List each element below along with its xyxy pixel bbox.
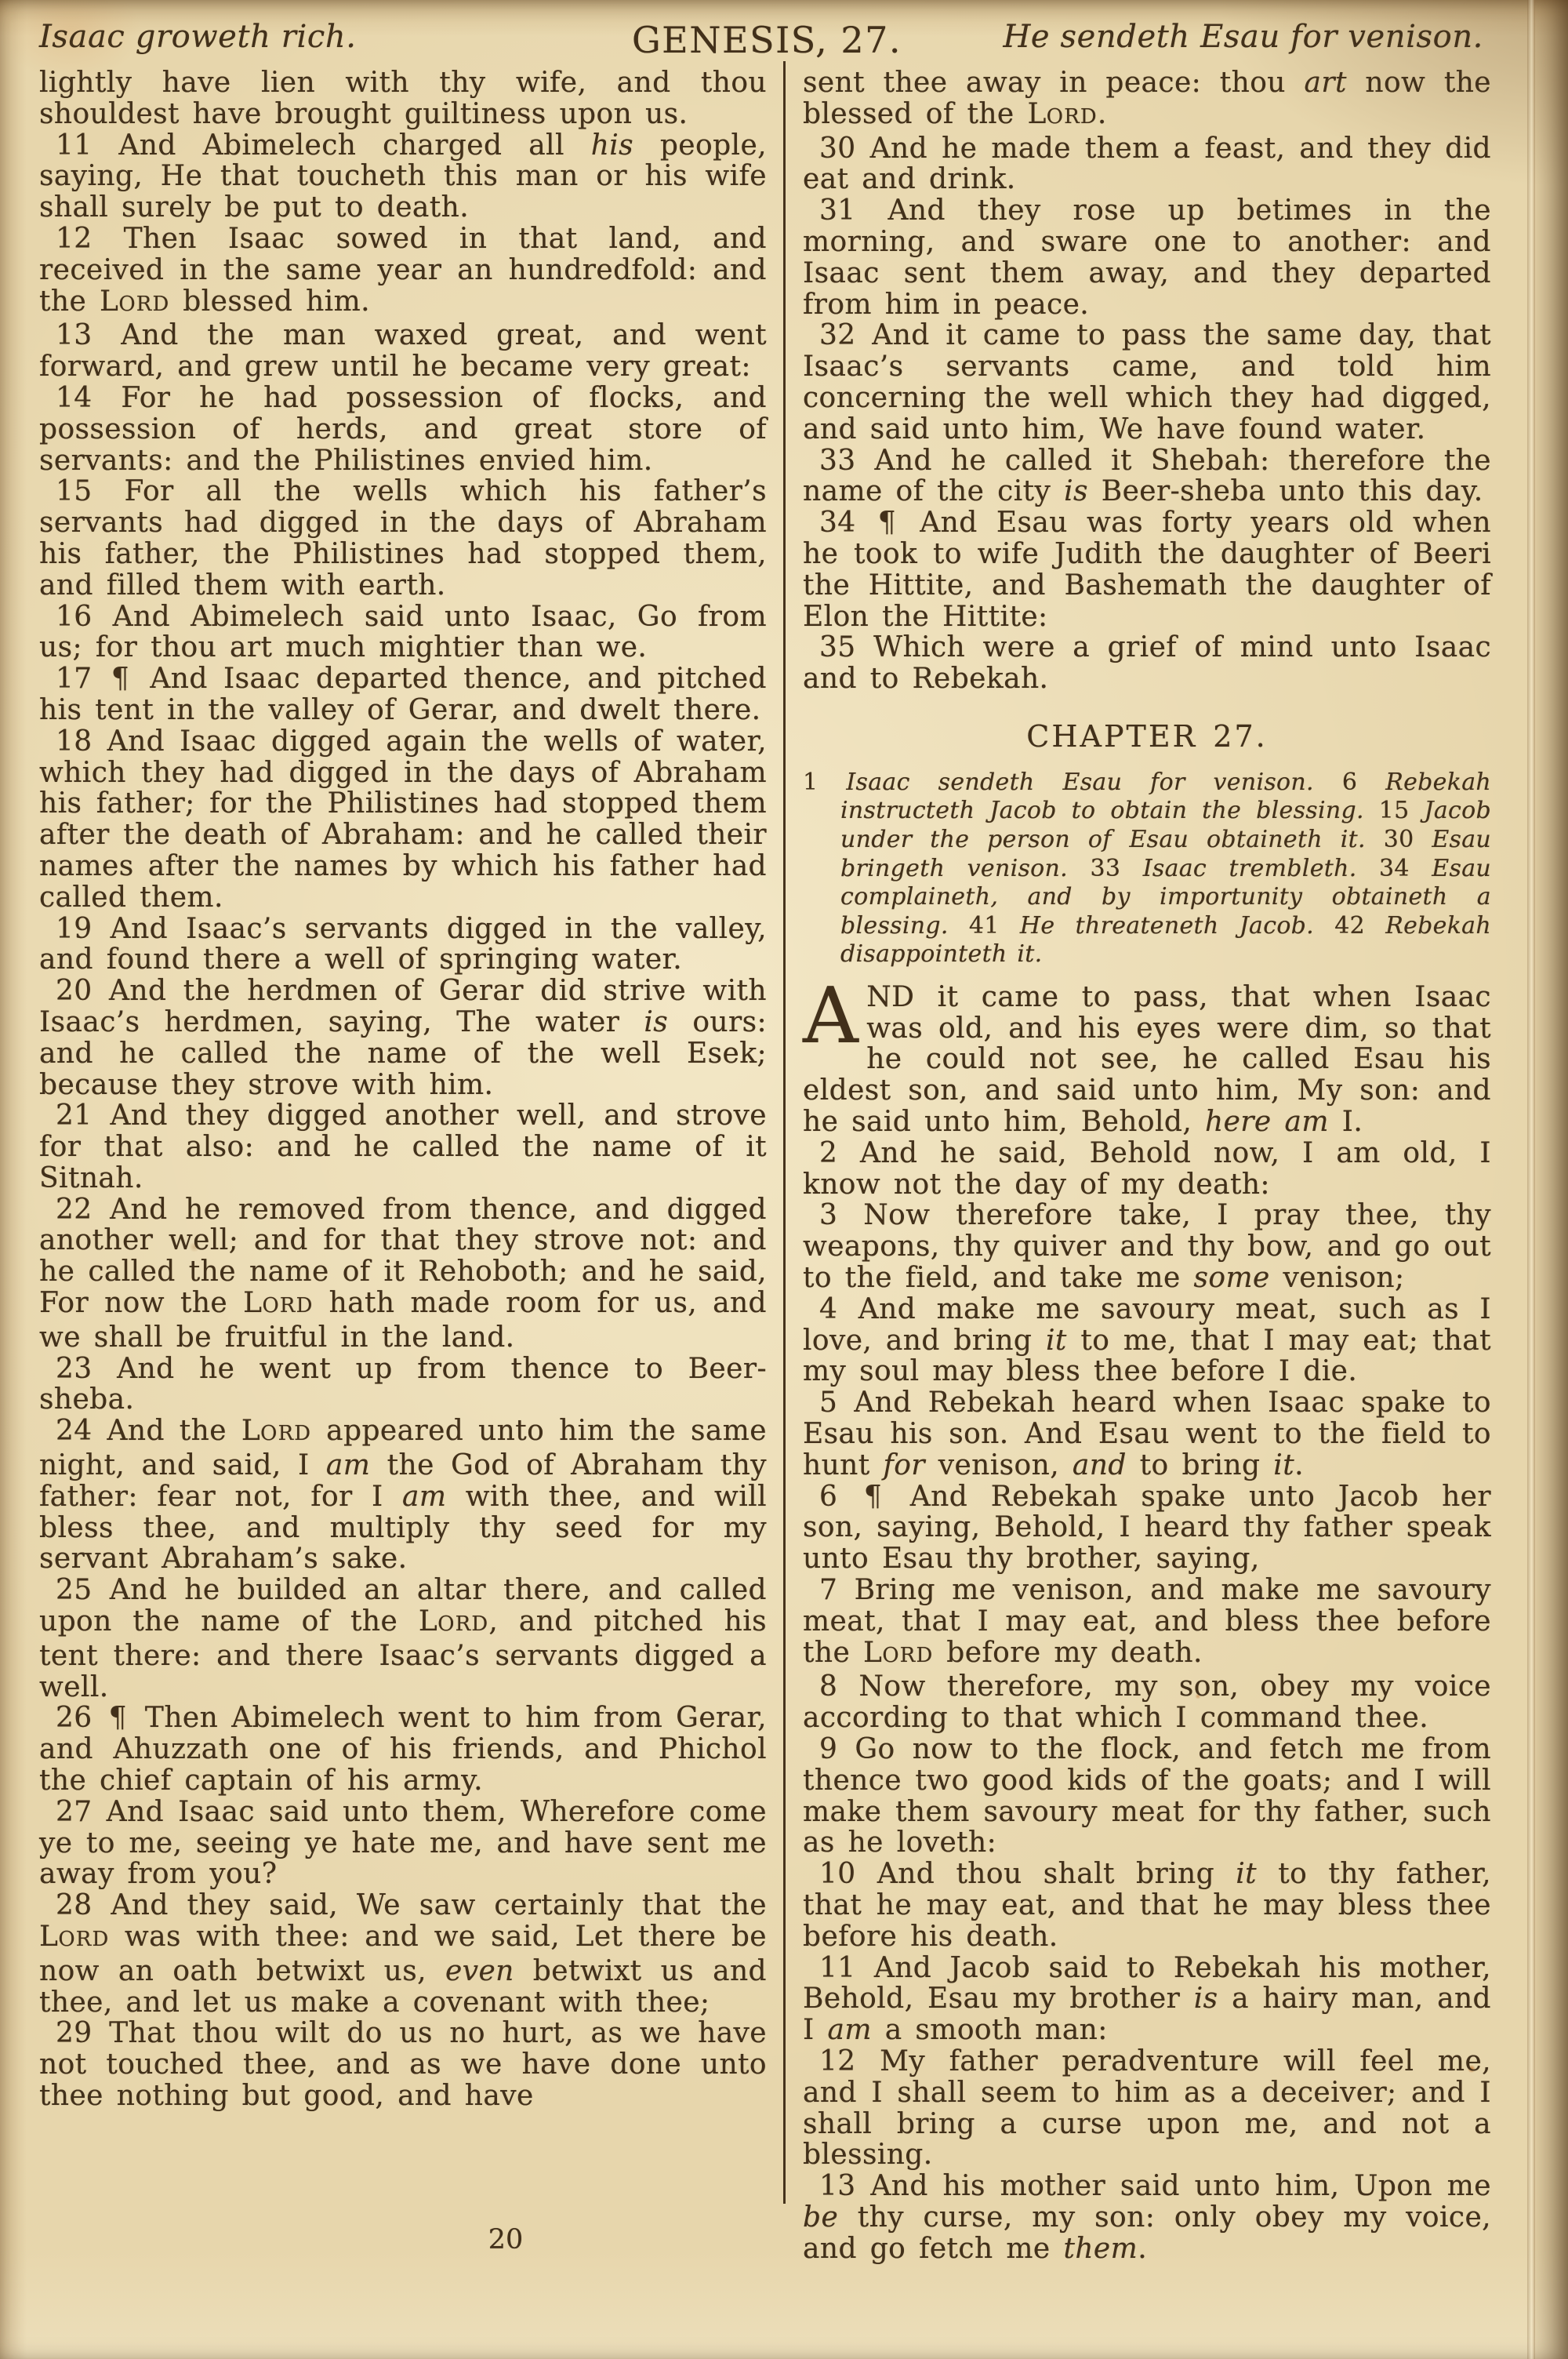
italic-supplied-word: his [590, 129, 634, 162]
verse-paragraph: 4 And make me savoury meat, such as I love, and bring it to me, that I may eat; that my soul may bless thee before I die. [803, 1292, 1492, 1388]
chapter-summary: 1 Isaac sendeth Esau for venison. 6 Rebekah instructeth Jacob to obtain the blessing. 15 Jacob under the person of Esau obtaineth it. 30 Esau bringeth venison. 33 Isaac trembleth. 34 Esau complaineth, and by importunity obtaineth a blessing. 41 He threateneth Jacob. 42 Rebekah disappointeth it. [803, 768, 1492, 969]
verse-number: 11 [56, 129, 93, 162]
divine-name-smallcaps: LORD [243, 1287, 314, 1320]
verse-number: 8 [819, 1670, 838, 1703]
verse-number: 24 [56, 1415, 93, 1448]
verse-paragraph: 3 Now therefore take, I pray thee, thy weapons, thy quiver and thy bow, and go out to the field, and take me some venison; [803, 1199, 1492, 1295]
verse-paragraph: 5 And Rebekah heard when Isaac spake to Esau his son. And Esau went to the field to hunt for venison, and to bring it. [803, 1387, 1491, 1481]
italic-supplied-word: am [325, 1449, 371, 1482]
verse-number: 25 [56, 1574, 93, 1607]
verse-paragraph: 32 And it came to pass the same day, that Isaac’s servants came, and told him concerning the well which they had digged, and said unto him, We have found water. [803, 319, 1492, 445]
verse-paragraph: 13 And the man waxed great, and went forward, and grew until he became very great: [39, 319, 767, 383]
italic-supplied-word: is [1064, 475, 1088, 508]
italic-supplied-word: Esau bringeth venison. [840, 825, 1492, 882]
verse-number: 11 [819, 1951, 856, 1984]
verse-number: 30 [819, 132, 856, 165]
italic-supplied-word: some [1193, 1262, 1270, 1295]
verse-number: 12 [819, 2045, 856, 2077]
verse-number: 31 [819, 194, 856, 227]
verse-paragraph: 16 And Abimelech said unto Isaac, Go from us; for thou art much mightier than we. [39, 600, 768, 664]
verse-number: 4 [819, 1292, 838, 1325]
italic-supplied-word: art [1304, 67, 1347, 99]
verse-paragraph: 2 And he said, Behold now, I am old, I know not the day of my death: [803, 1136, 1491, 1201]
verse-paragraph: 9 Go now to the flock, and fetch me from thence two good kids of the goats; and I will make them savoury meat for thy father, such as he loveth: [803, 1733, 1491, 1859]
verse-number: 2 [819, 1136, 838, 1169]
italic-supplied-word: Isaac sendeth Esau for venison. [846, 768, 1314, 796]
italic-supplied-word: Jacob under the person of Esau obtaineth it. [840, 797, 1491, 853]
verse-number: 7 [819, 1574, 838, 1607]
verse-paragraph: 17 ¶ And Isaac departed thence, and pitched his tent in the valley of Gerar, and dwelt there. [39, 663, 768, 726]
column-divider-rule [783, 61, 786, 2204]
verse-paragraph: 34 ¶ And Esau was forty years old when he took to wife Judith the daughter of Beeri the Hittite, and Bashemath the daughter of Elon the Hittite: [803, 507, 1491, 633]
drop-cap-lead: ND [866, 980, 915, 1013]
verse-paragraph: AND it came to pass, that when Isaac was old, and his eyes were dim, so that he could not see, he called Esau his eldest son, and said unto him, My son: and he said unto him, Behold, here am I. [803, 971, 1491, 1139]
verse-paragraph: 25 And he builded an altar there, and called upon the name of the LORD, and pitched his tent there: and there Isaac’s servants digged a well. [39, 1574, 768, 1703]
verse-paragraph: 21 And they digged another well, and strove for that also: and he called the name of it Sitnah. [39, 1100, 768, 1194]
verse-number: 13 [56, 319, 93, 352]
divine-name-smallcaps: LORD [418, 1605, 489, 1638]
verse-number: 15 [56, 475, 93, 508]
italic-supplied-word: am [402, 1480, 447, 1513]
italic-supplied-word: here am [1205, 1106, 1329, 1139]
verse-number: 28 [56, 1889, 93, 1922]
divine-name-smallcaps: LORD [1027, 97, 1098, 130]
pilcrow-mark: ¶ [111, 663, 130, 696]
verse-paragraph: 14 For he had possession of flocks, and possession of herds, and great store of servants: and the Philistines envied him. [39, 381, 767, 477]
verse-number: 3 [819, 1199, 838, 1232]
divine-name-smallcaps: LORD [863, 1636, 934, 1669]
chapter-heading: CHAPTER 27. [1026, 718, 1268, 754]
verse-paragraph: 28 And they said, We saw certainly that the LORD was with thee: and we said, Let there be now an oath betwixt us, even betwixt us and thee, and let us make a covenant with thee; [39, 1889, 768, 2019]
page-edge-shadow [1534, 0, 1568, 2359]
continuation-paragraph: sent thee away in peace: thou art now the blessed of the LORD. [803, 67, 1491, 130]
verse-paragraph: 18 And Isaac digged again the wells of water, which they had digged in the days of Abraham his father; for the Philistines had stopped them after the death of Abraham: and he called their names after the names by which his father had called them. [39, 725, 768, 914]
verse-paragraph: 6 ¶ And Rebekah spake unto Jacob her son, saying, Behold, I heard thy father speak unto Esau thy brother, saying, [803, 1480, 1491, 1576]
verse-number: 27 [56, 1795, 93, 1828]
verse-paragraph: 24 And the LORD appeared unto him the same night, and said, I am the God of Abraham thy father: fear not, for I am with thee, and will bless thee, and multiply thy seed for my servant Abraham’s sake. [39, 1415, 767, 1576]
verse-number: 12 [56, 222, 93, 255]
verse-number: 26 [56, 1702, 93, 1735]
running-head [0, 19, 1568, 61]
italic-supplied-word: even [445, 1954, 514, 1987]
verse-paragraph: 35 Which were a grief of mind unto Isaac and to Rebekah. [803, 631, 1492, 696]
italic-supplied-word: and [1072, 1448, 1127, 1481]
verse-paragraph: 33 And he called it Shebah: therefore the name of the city is Beer-sheba unto this day. [803, 444, 1491, 508]
verse-paragraph: 10 And thou shalt bring it to thy father, that he may eat, and that he may bless thee before his death. [803, 1858, 1491, 1953]
verse-number: 13 [819, 2170, 856, 2203]
verse-paragraph: 19 And Isaac’s servants digged in the valley, and found there a well of springing water. [39, 912, 768, 976]
verse-number: 20 [56, 975, 93, 1008]
verse-number: 33 [819, 444, 856, 477]
verse-number: 29 [56, 2017, 93, 2050]
running-head-left: Isaac groweth rich. [39, 19, 357, 55]
verse-number: 18 [56, 725, 93, 758]
verse-number: 9 [819, 1733, 838, 1766]
verse-number: 10 [819, 1858, 856, 1891]
italic-supplied-word: Rebekah disappointeth it. [840, 911, 1491, 969]
drop-cap-letter: A [803, 971, 859, 1061]
italic-supplied-word: them [1063, 2232, 1138, 2265]
pilcrow-mark: ¶ [108, 1702, 127, 1735]
verse-number: 34 [819, 507, 856, 540]
running-head-right: He sendeth Esau for venison. [1003, 19, 1483, 55]
left-text-column [39, 67, 767, 2112]
verse-number: 35 [819, 631, 856, 664]
verse-paragraph: 7 Bring me venison, and make me savoury meat, that I may eat, and bless thee before the LORD before my death. [803, 1574, 1492, 1669]
verse-paragraph: 30 And he made them a feast, and they did eat and drink. [803, 132, 1491, 196]
verse-number: 21 [56, 1100, 93, 1132]
verse-paragraph: 26 ¶ Then Abimelech went to him from Gerar, and Ahuzzath one of his friends, and Phichol the chief captain of his army. [39, 1702, 768, 1797]
verse-paragraph: 23 And he went up from thence to Beer-sheba. [39, 1352, 768, 1416]
right-text-column [803, 67, 1491, 2265]
verse-number: 22 [56, 1193, 93, 1226]
verse-paragraph: 11 And Jacob said to Rebekah his mother, Behold, Esau my brother is a hairy man, and I am a smooth man: [803, 1951, 1491, 2047]
pilcrow-mark: ¶ [877, 507, 897, 540]
verse-number: 17 [56, 663, 93, 696]
italic-supplied-word: be [803, 2201, 839, 2234]
continuation-paragraph: lightly have lien with thy wife, and thou shouldest have brought guiltiness upon us. [39, 67, 767, 130]
italic-supplied-word: it [1273, 1448, 1295, 1481]
verse-paragraph: 29 That thou wilt do us no hurt, as we have not touched thee, and as we have done unto thee nothing but good, and have [39, 2017, 768, 2112]
verse-number: 32 [819, 319, 856, 352]
verse-number: 5 [819, 1387, 838, 1419]
verse-paragraph: 20 And the herdmen of Gerar did strive with Isaac’s herdmen, saying, The water is ours: and he called the name of the well Esek; because they strove with him. [39, 975, 768, 1101]
verse-number: 16 [56, 600, 93, 633]
italic-supplied-word: it [1045, 1324, 1067, 1357]
verse-number: 19 [56, 912, 93, 945]
page-edge-crease [1527, 0, 1535, 2359]
italic-supplied-word: it [1236, 1858, 1258, 1891]
verse-number: 14 [56, 381, 93, 414]
verse-paragraph: 27 And Isaac said unto them, Wherefore come ye to me, seeing ye hate me, and have sent me away from you? [39, 1795, 767, 1891]
italic-supplied-word: am [827, 2014, 872, 2047]
verse-number: 23 [56, 1352, 93, 1385]
italic-supplied-word: for [883, 1448, 925, 1481]
divine-name-smallcaps: LORD [39, 1921, 110, 1954]
verse-paragraph: 22 And he removed from thence, and digged another well; and for that they strove not: and he called the name of it Rehoboth; and he said, For now the LORD hath made room for us, and we shall be fruitful in the land. [39, 1193, 767, 1354]
running-head-title: GENESIS, 27. [631, 19, 902, 61]
verse-paragraph: 11 And Abimelech charged all his people, saying, He that toucheth this man or his wife shall surely be put to death. [39, 129, 767, 224]
verse-paragraph: 13 And his mother said unto him, Upon me be thy curse, my son: only obey my voice, and go fetch me them. [803, 2170, 1492, 2265]
divine-name-smallcaps: LORD [241, 1415, 312, 1448]
verse-number: 6 [819, 1480, 838, 1513]
italic-supplied-word: is [644, 1005, 669, 1038]
verse-paragraph: 12 My father peradventure will feel me, and I shall seem to him as a deceiver; and I shall bring a curse upon me, and not a blessing. [803, 2045, 1491, 2172]
page-number: 20 [488, 2224, 524, 2255]
verse-paragraph: 8 Now therefore, my son, obey my voice according to that which I command thee. [803, 1670, 1491, 1735]
divine-name-smallcaps: LORD [100, 285, 170, 318]
italic-supplied-word: Isaac trembleth. [1142, 854, 1357, 882]
italic-supplied-word: is [1193, 1983, 1218, 2016]
verse-paragraph: 15 For all the wells which his father’s servants had digged in the days of Abraham his father, the Philistines had stopped them, and filled them with earth. [39, 475, 767, 602]
verse-paragraph: 12 Then Isaac sowed in that land, and received in the same year an hundredfold: and the LORD blessed him. [39, 222, 767, 318]
verse-paragraph: 31 And they rose up betimes in the morning, and sware one to another: and Isaac sent them away, and they departed from him in peace. [803, 194, 1491, 321]
italic-supplied-word: Esau complaineth, and by importunity obtaineth a blessing. [840, 854, 1491, 940]
italic-supplied-word: He threateneth Jacob. [1019, 911, 1315, 940]
pilcrow-mark: ¶ [863, 1480, 883, 1513]
italic-supplied-word: Rebekah instructeth Jacob to obtain the blessing. [840, 768, 1492, 825]
